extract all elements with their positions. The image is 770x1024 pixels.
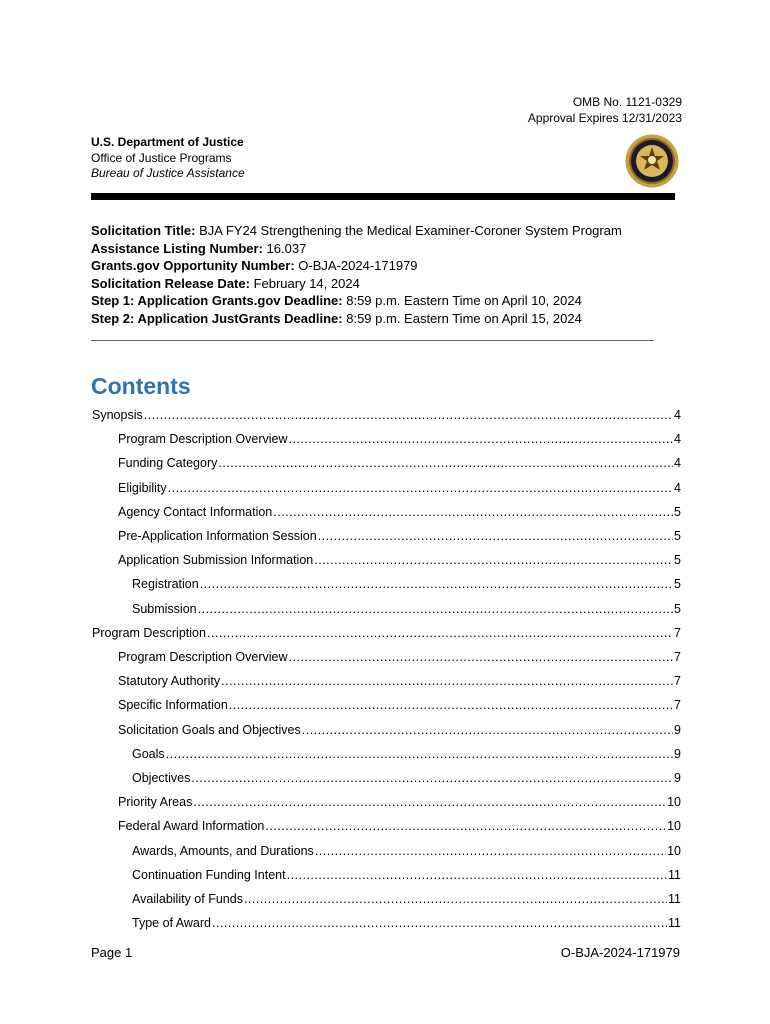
solicitation-label: Step 1: Application Grants.gov Deadline: [91, 293, 343, 309]
toc-entry-page: 10 [667, 843, 681, 858]
toc-entry[interactable] [132, 916, 681, 934]
toc-entry-page: 4 [674, 408, 681, 422]
solicitation-line [91, 292, 691, 310]
solicitation-line [91, 310, 691, 328]
toc-entry-page: 5 [674, 601, 681, 616]
toc-entry[interactable] [132, 747, 681, 765]
header-divider-bar [91, 193, 675, 200]
toc-entry[interactable] [132, 577, 681, 595]
toc-entry-label: Program Description Overview [118, 650, 288, 664]
solicitation-label: Solicitation Release Date: [91, 275, 250, 291]
toc-entry[interactable] [118, 795, 681, 813]
toc-entry-label: Agency Contact Information [118, 504, 273, 519]
toc-dot-leader [221, 674, 673, 688]
toc-dot-leader [289, 650, 674, 664]
toc-entry-label: Eligibility [118, 480, 167, 495]
solicitation-line [91, 222, 691, 240]
toc-entry-label: Objectives [132, 771, 191, 785]
approval-expires: Approval Expires 12/31/2023 [527, 111, 682, 125]
footer-doc-id: O-BJA-2024-171979 [560, 945, 680, 960]
agency-block [91, 135, 245, 182]
toc-dot-leader [198, 602, 673, 616]
toc-entry[interactable] [132, 892, 681, 910]
toc-entry[interactable] [118, 723, 681, 741]
toc-dot-leader [244, 892, 667, 906]
omb-number: OMB No. 1121-0329 [572, 95, 682, 109]
toc-dot-leader [191, 771, 673, 785]
toc-entry-page: 7 [674, 698, 681, 713]
contents-heading: Contents [91, 373, 191, 399]
toc-entry-label: Program Description [92, 625, 206, 640]
toc-dot-leader [315, 844, 666, 858]
toc-entry[interactable] [118, 481, 681, 499]
solicitation-info [91, 222, 691, 328]
toc-dot-leader [212, 916, 667, 930]
solicitation-label: Step 2: Application JustGrants Deadline: [91, 310, 343, 326]
bureau-name: Bureau of Justice Assistance [91, 166, 245, 180]
toc-entry-label: Type of Award [132, 916, 211, 931]
solicitation-label: Assistance Listing Number: [91, 240, 263, 256]
toc-entry-label: Continuation Funding Intent [132, 867, 286, 882]
solicitation-value: BJA FY24 Strengthening the Medical Examiner-Coroner System Program [195, 223, 622, 238]
toc-dot-leader [302, 723, 673, 737]
toc-entry-page: 10 [667, 819, 681, 834]
solicitation-value: 16.037 [262, 240, 307, 256]
toc-dot-leader [168, 481, 673, 495]
solicitation-line [91, 240, 691, 258]
toc-dot-leader [289, 432, 674, 446]
toc-entry-page: 10 [667, 795, 681, 810]
footer-page-number: Page 1 [91, 945, 133, 960]
toc-entry-page: 11 [668, 892, 681, 906]
toc-entry-label: Registration [132, 577, 199, 592]
toc-entry[interactable] [92, 408, 681, 426]
toc-entry-page: 7 [674, 625, 681, 640]
toc-entry-page: 5 [674, 529, 681, 543]
toc-dot-leader [314, 553, 673, 567]
toc-entry-label: Pre-Application Information Session [118, 529, 317, 543]
solicitation-label: Solicitation Title: [91, 223, 196, 238]
toc-dot-leader [207, 626, 673, 640]
solicitation-label: Grants.gov Opportunity Number: [91, 258, 295, 274]
toc-entry[interactable] [132, 844, 681, 862]
toc-entry-page: 4 [674, 432, 681, 447]
toc-entry-label: Priority Areas [118, 795, 193, 810]
solicitation-value: February 14, 2024 [249, 275, 360, 291]
solicitation-value: O-BJA-2024-171979 [294, 258, 418, 274]
toc-entry-label: Availability of Funds [132, 892, 243, 906]
toc-dot-leader [144, 408, 673, 422]
toc-entry-page: 9 [674, 771, 681, 785]
toc-entry[interactable] [118, 432, 681, 450]
toc-entry-page: 11 [668, 867, 681, 882]
toc-entry[interactable] [118, 553, 681, 571]
toc-entry[interactable] [118, 529, 681, 547]
toc-entry-page: 5 [674, 577, 681, 592]
toc-entry[interactable] [118, 456, 681, 474]
toc-entry-label: Synopsis [92, 408, 143, 422]
toc-entry[interactable] [118, 650, 681, 668]
toc-entry-label: Program Description Overview [118, 432, 288, 447]
toc-entry[interactable] [132, 602, 681, 620]
toc-entry-page: 11 [668, 916, 681, 931]
toc-entry[interactable] [118, 819, 681, 837]
toc-entry-page: 9 [674, 722, 681, 737]
toc-entry-page: 5 [674, 504, 681, 519]
toc-entry-label: Awards, Amounts, and Durations [132, 843, 314, 858]
omb-block [528, 94, 682, 126]
solicitation-line [91, 275, 691, 293]
toc-entry-page: 7 [674, 674, 681, 689]
toc-entry-page: 4 [674, 480, 681, 495]
toc-entry-page: 5 [674, 553, 681, 568]
section-divider [91, 340, 654, 341]
toc-dot-leader [218, 456, 673, 470]
toc-entry[interactable] [132, 868, 681, 886]
toc-entry-label: Federal Award Information [118, 819, 265, 834]
toc-entry[interactable] [118, 674, 681, 692]
toc-entry-page: 4 [674, 456, 681, 471]
toc-dot-leader [193, 795, 666, 809]
toc-entry-label: Funding Category [118, 456, 218, 471]
toc-entry[interactable] [118, 505, 681, 523]
toc-entry-label: Statutory Authority [118, 674, 221, 689]
toc-dot-leader [273, 505, 673, 519]
toc-entry-page: 9 [674, 746, 681, 761]
toc-entry-label: Goals [132, 746, 165, 761]
toc-entry-label: Solicitation Goals and Objectives [118, 722, 301, 737]
solicitation-value: 8:59 p.m. Eastern Time on April 15, 2024 [342, 310, 582, 326]
toc-entry[interactable] [118, 698, 681, 716]
toc-entry-page: 7 [674, 650, 681, 664]
toc-dot-leader [229, 698, 673, 712]
department-name: U.S. Department of Justice [91, 135, 244, 149]
toc-dot-leader [287, 868, 667, 882]
office-name: Office of Justice Programs [91, 150, 232, 165]
toc-entry-label: Application Submission Information [118, 553, 314, 568]
toc-entry[interactable] [92, 626, 681, 644]
solicitation-value: 8:59 p.m. Eastern Time on April 10, 2024 [342, 293, 582, 309]
toc-dot-leader [200, 577, 673, 591]
toc-entry-label: Specific Information [118, 698, 228, 713]
toc-entry[interactable] [132, 771, 681, 789]
toc-entry-label: Submission [132, 601, 197, 616]
toc-dot-leader [166, 747, 673, 761]
solicitation-line [91, 257, 691, 275]
toc-dot-leader [318, 529, 673, 543]
toc-dot-leader [265, 819, 666, 833]
doj-seal-icon [625, 134, 679, 188]
